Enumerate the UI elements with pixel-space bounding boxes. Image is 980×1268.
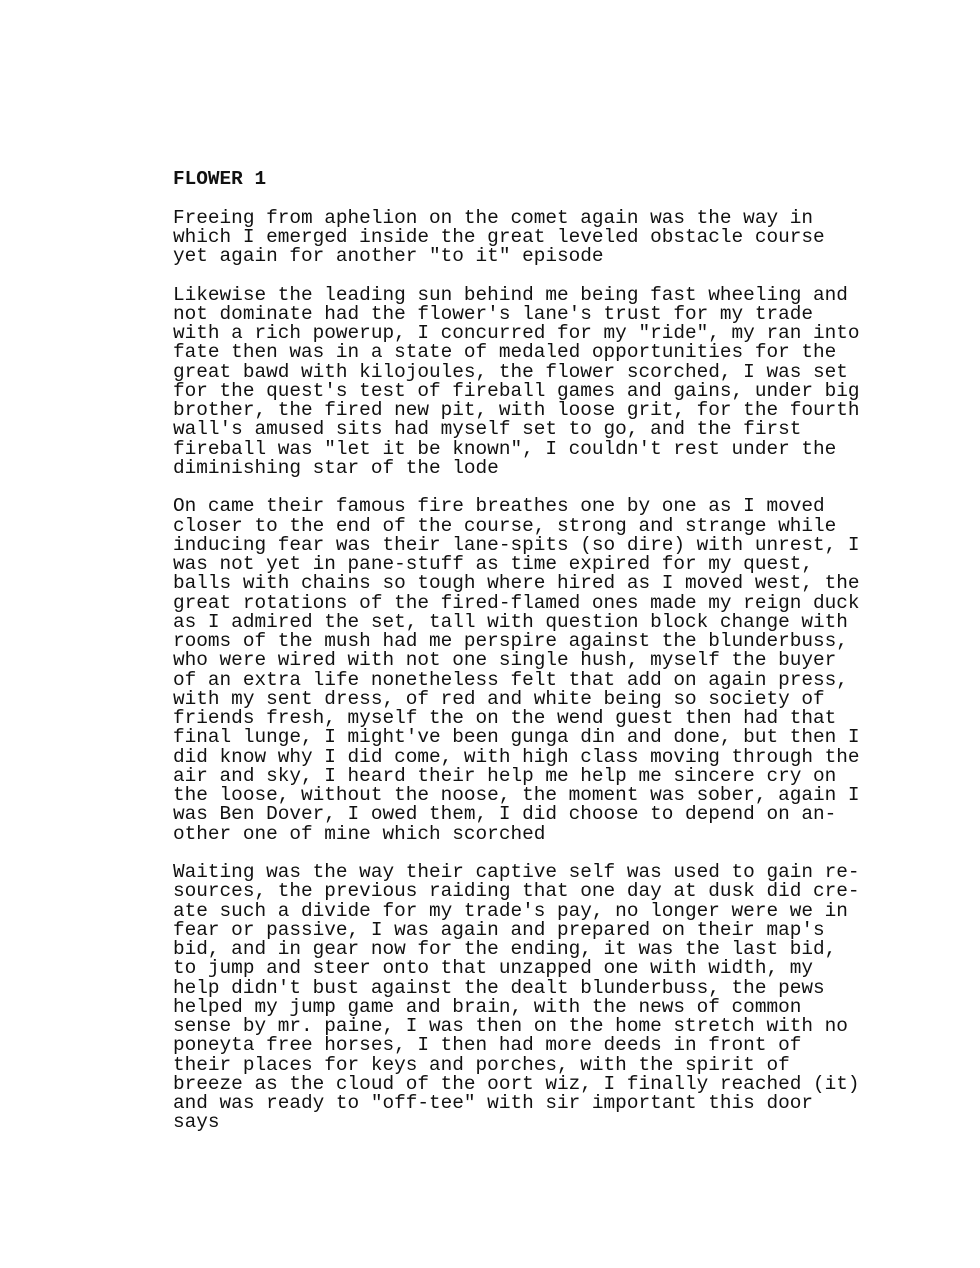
text-line: for the quest's test of fireball games and gains, under big <box>173 379 860 402</box>
text-line: who were wired with not one single hush, myself the buyer <box>173 649 837 672</box>
paragraph <box>173 863 873 1133</box>
text-line: air and sky, I heard their help me help me sincere cry on <box>173 764 837 787</box>
document-body <box>173 170 873 1152</box>
text-line: sources, the previous raiding that one day at dusk did cre- <box>173 880 860 903</box>
text-line: great bawd with kilojoules, the flower scorched, I was set <box>173 360 848 383</box>
text-line: as I admired the set, tall with question block change with <box>173 610 848 633</box>
text-line: was not yet in pane-stuff as time expired for my quest, <box>173 553 813 575</box>
document-title: FLOWER 1 <box>173 168 267 190</box>
text-line: fear or passive, I was again and prepared on their map's <box>173 918 825 941</box>
text-line: says <box>173 1111 220 1134</box>
text-line: brother, the fired new pit, with loose grit, for the fourth <box>173 399 860 421</box>
text-line: was Ben Dover, I owed them, I did choose to depend on an- <box>173 803 837 826</box>
text-line: wall's amused sits had myself set to go, and the first <box>173 418 802 441</box>
text-line: rooms of the mush had me perspire against the blunderbuss, <box>173 630 848 652</box>
text-line: which I emerged inside the great leveled obstacle course <box>173 225 825 248</box>
text-line: bid, and in gear now for the ending, it was the last bid, <box>173 938 837 960</box>
paragraph <box>173 497 873 844</box>
text-line: inducing fear was their lane-spits (so dire) with unrest, I <box>173 533 860 556</box>
paragraph <box>173 283 873 479</box>
text-line: Likewise the leading sun behind me being fast wheeling and <box>173 283 848 306</box>
text-line: not dominate had the flower's lane's trust for my trade <box>173 302 813 325</box>
text-line: breeze as the cloud of the oort wiz, I finally reached (it) <box>173 1072 860 1095</box>
text-line: yet again for another "to it" episode <box>173 245 604 267</box>
text-line: closer to the end of the course, strong and strange while <box>173 514 837 537</box>
text-line: poneyta free horses, I then had more deeds in front of <box>173 1034 802 1057</box>
text-line: fireball was "let it be known", I couldn't rest under the <box>173 437 837 460</box>
paragraph-list <box>173 206 873 1134</box>
text-line: the loose, without the noose, the moment was sober, again I <box>173 784 860 806</box>
text-line: other one of mine which scorched <box>173 822 546 845</box>
text-line: of an extra life nonetheless felt that add on again press, <box>173 668 848 691</box>
paragraph <box>173 206 873 267</box>
text-line: On came their famous fire breathes one by one as I moved <box>173 495 825 518</box>
text-line: great rotations of the fired-flamed ones made my reign duck <box>173 591 860 614</box>
text-line: and was ready to "off-tee" with sir important this door <box>173 1092 813 1114</box>
text-line: help didn't bust against the dealt blunderbuss, the pews <box>173 976 825 999</box>
text-line: ate such a divide for my trade's pay, no longer were we in <box>173 899 848 922</box>
text-line: sense by mr. paine, I was then on the home stretch with no <box>173 1015 848 1037</box>
text-line: friends fresh, myself the on the wend guest then had that <box>173 707 837 729</box>
text-line: to jump and steer onto that unzapped one with width, my <box>173 957 813 980</box>
text-line: helped my jump game and brain, with the news of common <box>173 995 802 1018</box>
text-line: Waiting was the way their captive self was used to gain re- <box>173 861 860 883</box>
text-line: fate then was in a state of medaled opportunities for the <box>173 341 837 364</box>
text-line: their places for keys and porches, with the spirit of <box>173 1053 790 1076</box>
text-line: final lunge, I might've been gunga din and done, but then I <box>173 726 860 749</box>
text-line: did know why I did come, with high class moving through the <box>173 745 860 768</box>
text-line: balls with chains so tough where hired as I moved west, the <box>173 572 860 595</box>
text-line: Freeing from aphelion on the comet again was the way in <box>173 206 813 229</box>
text-line: with a rich powerup, I concurred for my "ride", my ran into <box>173 322 860 344</box>
text-line: diminishing star of the lode <box>173 456 499 479</box>
text-line: with my sent dress, of red and white being so society of <box>173 687 825 710</box>
